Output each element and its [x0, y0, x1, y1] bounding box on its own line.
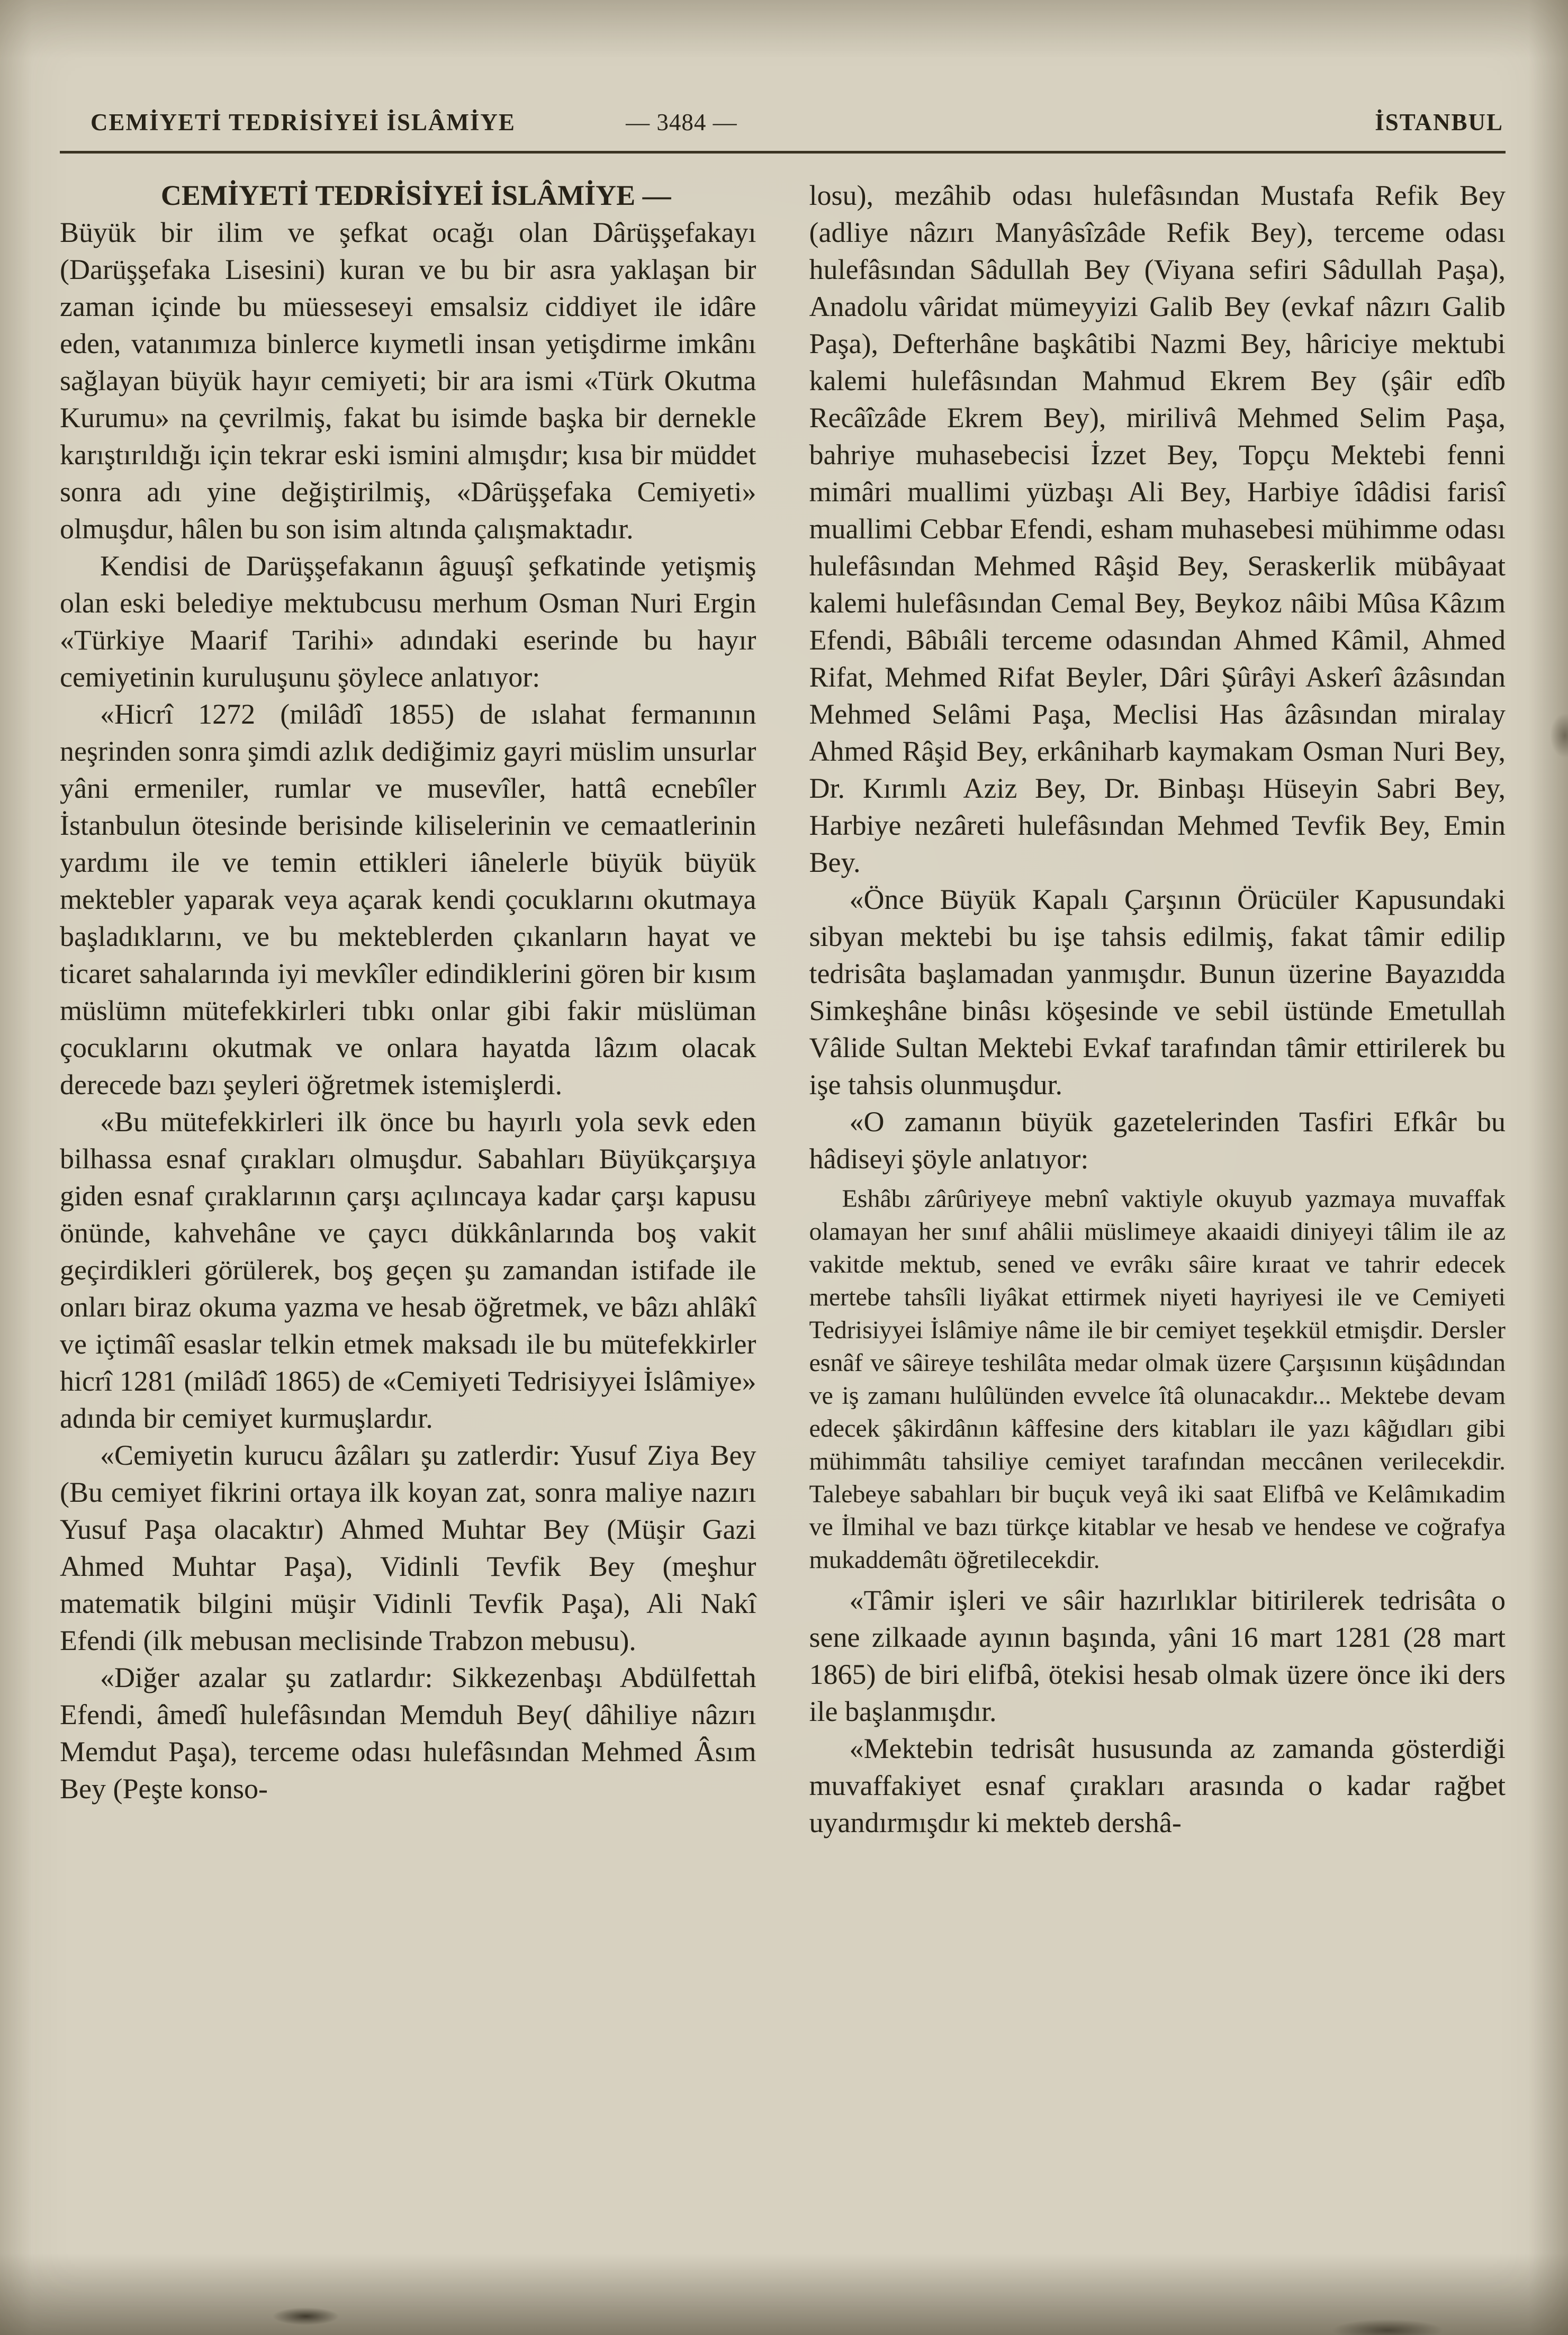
paragraph: «Tâmir işleri ve sâir hazırlıklar bitirilerek tedrisâta o sene zilkaade ayının başında, yâni 16 mart 1281 (28 mart 1865) de biri elifbâ, ötekisi hesab olmak üzere önce iki ders ile başlanmışdır. — [809, 1584, 1506, 1727]
running-title-left: CEMİYETİ TEDRİSİYEİ İSLÂMİYE — [91, 109, 516, 136]
paragraph: «Bu mütefekkirleri ilk önce bu hayırlı yola sevk eden bilhassa esnaf çırakları olmuşdur. Sabahları Büyükçarşıya giden esnaf çıraklarının çarşı açılıncaya kadar çarşı kapusu önünde, kahvehâne ve çaycı dükkânlarında boş vakit geçirdikleri görülerek, boş geçen şu zamandan istifade ile onları biraz okuma yazma ve hesab öğretmek, ve bâzı ahlâkî ve içtimâî esaslar telkin etmek maksadı ile bu mütefekkirler hicrî 1281 (milâdî 1865) de «Cemiyeti Tedrisiyyei İslâmiye» adında bir cemiyet kurmuşlardır. — [60, 1106, 756, 1434]
lead-text: Büyük bir ilim ve şefkat ocağı olan Dârüşşefakayı (Darüşşefaka Lisesini) kuran ve bu bir asra yaklaşan bir zaman içinde bu müesseseyi emsalsiz ciddiyet ile idâre eden, vatanımıza binlerce kıymetli insan yetişdirme imkânı sağlayan büyük hayır cemiyeti; bir ara ismi «Türk Okutma Kurumu» na çevrilmiş, fakat bu isimde başka bir dernekle karıştırıldığı için tekrar eski ismini almışdır; kısa bir müddet sonra adı yine değiştirilmiş, «Dârüşşefaka Cemiyeti» olmuşdur, hâlen bu son isim altında çalışmaktadır. — [60, 217, 756, 545]
page-number: — 3484 — — [626, 109, 737, 136]
right-column — [809, 177, 1506, 1841]
paragraph: «O zamanın büyük gazetelerinden Tasfiri Efkâr bu hâdiseyi şöyle anlatıyor: — [809, 1106, 1506, 1175]
paragraph: «Önce Büyük Kapalı Çarşının Örücüler Kapusundaki sibyan mektebi bu işe tahsis edilmiş, fakat tâmir edilip tedrisâta başlamadan yanmışdır. Bunun üzerine Bayazıdda Simkeşhâne binâsı köşesinde ve sebil üstünde Emetullah Vâlide Sultan Mektebi Evkaf tarafından tâmir ettirilerek bu işe tahsis olunmuşdur. — [809, 883, 1506, 1101]
left-column — [60, 177, 756, 1841]
newspaper-quote-paragraph: Eshâbı zârûriyeye mebnî vaktiyle okuyub yazmaya muvaffak olamayan her sınıf ahâlii müslimeye akaaidi diniyeyi tâlim ile az vakitde mektub, sened ve evrâkı sâire kıraat ve tahrir edecek mertebe tahsîli liyâkat ettirmek niyeti hayriyesi ile ve Cemiyeti Tedrisiyyei İslâmiye nâme ile bir cemiyet teşekkül etmişdir. Dersler esnâf ve sâireye teshilâta medar olmak üzere Çarşısının küşâdından ve iş zamanı hulûlünden evvelce îtâ olunacakdır... Mektebe devam edecek şâkirdânın kâffesine ders kitabları ile yazı kâğıdları gibi mühimmâtı tahsiliye cemiyet tarafından meccânen verilecekdir. Talebeye sabahları bir buçuk veyâ iki saat Elifbâ ve Kelâmıkadim ve İlmihal ve bazı türkçe kitablar ve hesab ve hendese ve coğrafya mukaddemâtı öğretilecekdir. — [809, 1185, 1506, 1574]
lead-paragraph — [60, 177, 756, 547]
paragraph: losu), mezâhib odası hulefâsından Mustafa Refik Bey (adliye nâzırı Manyâsîzâde Refik Bey), terceme odası hulefâsından Sâdullah Bey (Viyana sefiri Sâdullah Paşa), Anadolu vâridat mümeyyizi Galib Bey (evkaf nâzırı Galib Paşa), Defterhâne başkâtibi Nazmi Bey, hâriciye mektubi kalemi hulefâsından Mahmud Ekrem Bey (şâir edîb Recâîzâde Ekrem Bey), mirilivâ Mehmed Selim Paşa, bahriye muhasebecisi İzzet Bey, Topçu Mektebi fenni mimâri muallimi yüzbaşı Ali Bey, Harbiye îdâdisi farisî muallimi Cebbar Efendi, esham muhasebesi mühimme odası hulefâsından Mehmed Râşid Bey, Seraskerlik mübâyaat kalemi hulefâsından Cemal Bey, Beykoz nâibi Mûsa Kâzım Efendi, Bâbıâli terceme odasından Ahmed Kâmil, Ahmed Rifat, Mehmed Rifat Beyler, Dâri Şûrâyi Askerî âzâsından Mehmed Selâmi Paşa, Meclisi Has âzâsından miralay Ahmed Râşid Bey, erkâniharb kaymakam Osman Nuri Bey, Dr. Kırımlı Aziz Bey, Dr. Binbaşı Hüseyin Sabri Bey, Harbiye nezâreti hulefâsından Mehmed Tevfik Bey, Emin Bey. — [809, 179, 1506, 878]
paragraph: «Diğer azalar şu zatlardır: Sikkezenbaşı Abdülfettah Efendi, âmedî hulefâsından Memduh Bey( dâhiliye nâzırı Memdut Paşa), terceme odası hulefâsından Mehmed Âsım Bey (Peşte konso- — [60, 1662, 756, 1805]
paragraph: «Mektebin tedrisât hususunda az zamanda gösterdiği muvaffakiyet esnaf çırakları arasında o kadar rağbet uyandırmışdır ki mekteb dershâ- — [809, 1733, 1506, 1838]
paragraph: Kendisi de Darüşşefakanın âguuşî şefkatinde yetişmiş olan eski belediye mektubcusu merhum Osman Nuri Ergin «Türkiye Maarif Tarihi» adındaki eserinde bu hayır cemiyetinin kuruluşunu şöylece anlatıyor: — [60, 550, 756, 693]
paragraph: «Hicrî 1272 (milâdî 1855) de ıslahat fermanının neşrinden sonra şimdi azlık dediğimiz gayri müslim unsurlar yâni ermeniler, rumlar ve musevîler, hattâ ecnebîler İstanbulun ötesinde berisinde kiliselerinin ve cemaatlerinin yardımı ile ve temin ettikleri iânelerle büyük büyük mektebler yaparak veya açarak kendi çocuklarını okutmaya başladıklarını, ve bu mekteblerden çıkanların hayat ve ticaret sahalarında iyi mevkîler edindiklerini gören bir kısım müslümn mütefekkirleri tıbkı onlar gibi fakir müslüman çocuklarını okutmak ve onlara hayatda lâzım olacak derecede bazı şeyleri öğretmek istemişlerdi. — [60, 698, 756, 1101]
paragraph: «Cemiyetin kurucu âzâları şu zatlerdir: Yusuf Ziya Bey (Bu cemiyet fikrini ortaya ilk koyan zat, sonra maliye nazırı Yusuf Paşa olacaktır) Ahmed Muhtar Bey (Müşir Gazi Ahmed Muhtar Paşa), Vidinli Tevfik Bey (meşhur matematik bilgini müşir Vidinli Tevfik Paşa), Ali Nakî Efendi (ilk mebusan meclisinde Trabzon mebusu). — [60, 1439, 756, 1656]
header-rule — [60, 151, 1506, 154]
article-body — [60, 177, 1506, 1841]
running-title-right: İSTANBUL — [1375, 109, 1503, 136]
page-header — [60, 109, 1506, 136]
article-title: CEMİYETİ TEDRİSİYEİ İSLÂMİYE — — [160, 179, 671, 211]
